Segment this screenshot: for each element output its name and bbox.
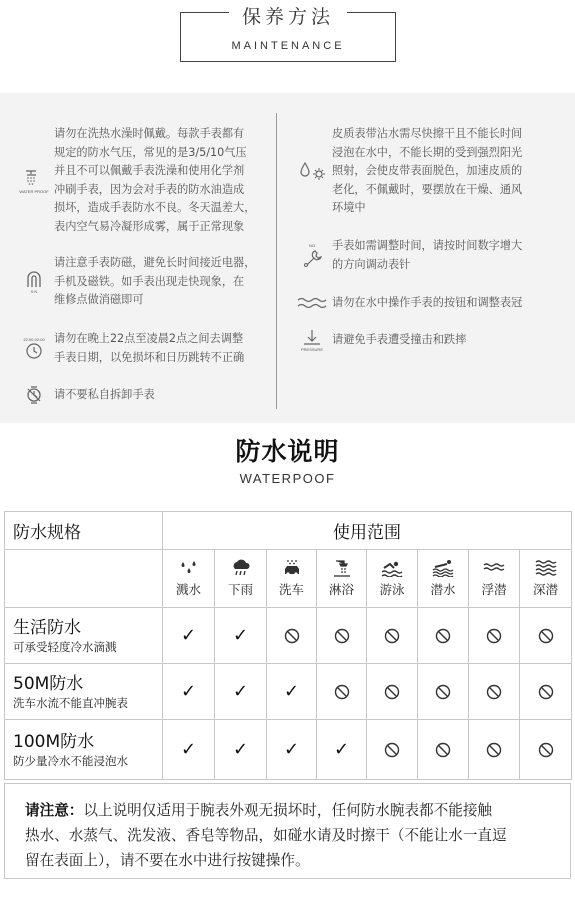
care-text-line: 手表如需调整时间，请按时间数字增大: [332, 239, 523, 252]
pressure-icon: [292, 329, 332, 352]
care-item-hot-water: [14, 125, 274, 236]
water-sun-icon: [292, 160, 332, 182]
care-text-line: 冲刷手表，因为会对手表的防水油造成: [54, 182, 245, 196]
watch-no-disassemble-icon: [14, 385, 54, 405]
care-text-line: 照射，会使皮带表面脱色，加速皮质的: [332, 164, 523, 177]
care-text-line: 表内空气易冷凝形成雾，属于正常现象: [54, 219, 245, 233]
mark-cell: [163, 608, 215, 664]
care-text-line: 手表日期，以免损坏和日历跳转不正确: [54, 350, 245, 364]
prohibited-icon: [334, 684, 350, 700]
mark-cell: [418, 664, 469, 720]
check-mark-icon: ✓: [180, 625, 197, 646]
care-text-line: 环境中: [332, 201, 366, 214]
care-text-line: 浸泡在水中，不能长期的受到强烈阳光: [332, 145, 523, 159]
spec-cell: [5, 720, 163, 780]
prohibited-icon: [486, 684, 502, 700]
deep-dive-icon: [535, 559, 557, 577]
mark-cell: [520, 664, 572, 720]
mark-cell: [267, 608, 317, 664]
car-wash-icon: [281, 559, 303, 577]
mark-cell: [215, 720, 267, 780]
shower-icon-caption: WATER PROOF: [19, 189, 49, 194]
wrench-icon: [292, 243, 332, 268]
care-text-line: 请注意手表防磁，避免长时间接近电器，: [54, 256, 256, 269]
magnet-icon-caption: S N: [30, 289, 38, 295]
rain-icon: [230, 559, 252, 577]
maintenance-subtitle: MAINTENANCE: [231, 40, 345, 52]
spec-name: 生活防水: [13, 617, 81, 638]
shower-icon: [14, 167, 54, 194]
note-line: 以上说明仅适用于腕表外观无损坏时，任何防水腕表都不能接触: [83, 802, 493, 819]
mark-cell: [367, 608, 418, 664]
magnet-icon: [14, 269, 54, 294]
activity-label: 浮潜: [481, 582, 507, 597]
prohibited-icon: [435, 684, 451, 700]
maintenance-title: 保养方法: [241, 6, 334, 28]
mark-cell: [317, 664, 367, 720]
note-label: 请注意：: [25, 802, 84, 819]
check-mark-icon: ✓: [232, 681, 249, 702]
mark-cell: [520, 720, 572, 780]
mark-cell: [418, 720, 469, 780]
activity-row: [5, 550, 572, 608]
activity-label: 下雨: [227, 582, 253, 597]
check-mark-icon: ✓: [232, 625, 249, 646]
activity-splash: [163, 550, 215, 608]
care-text-line: 的方向调动表针: [332, 257, 411, 271]
care-text-line: 请勿在水中操作手表的按钮和调整表冠: [332, 296, 523, 309]
prohibited-icon: [538, 742, 554, 758]
prohibited-icon: [334, 628, 350, 644]
pressure-icon-caption: PRESSURE: [300, 347, 323, 352]
care-instructions-panel: [0, 93, 575, 423]
mark-cell: [520, 608, 572, 664]
care-divider: [276, 113, 277, 409]
waterproof-subtitle: WATERPOOF: [239, 471, 336, 486]
activity-rain: [215, 550, 267, 608]
clock-time-icon-caption: 22:00-02:00: [23, 337, 45, 342]
mark-cell: [317, 608, 367, 664]
mark-cell: [215, 608, 267, 664]
clock-time-icon: [14, 337, 54, 360]
check-mark-icon: ✓: [333, 739, 350, 760]
care-text-line: 并且不可以佩戴手表洗澡和使用化学剂: [54, 164, 245, 177]
care-text-line: 老化，不佩戴时，要摆放在干燥、通风: [332, 182, 523, 196]
note-line: 留在表面上），请不要在水中进行按键操作。: [25, 852, 310, 869]
activity-label: 洗车: [278, 582, 304, 597]
care-item-no-disassemble: [14, 385, 274, 405]
prohibited-icon: [435, 742, 451, 758]
prohibited-icon: [435, 628, 451, 644]
activity-label: 游泳: [379, 582, 405, 597]
maintenance-header: [0, 0, 575, 88]
waterproof-note: [4, 783, 571, 879]
mark-cell: [469, 664, 520, 720]
prohibited-icon: [538, 684, 554, 700]
check-mark-icon: ✓: [232, 739, 249, 760]
mark-cell: [418, 608, 469, 664]
spec-desc: 防少量冷水不能浸泡水: [13, 753, 128, 768]
splash-icon: [178, 559, 200, 577]
mark-cell: [317, 720, 367, 780]
prohibited-icon: [384, 628, 400, 644]
prohibited-icon: [284, 628, 300, 644]
prohibited-icon: [486, 742, 502, 758]
note-line: 热水、水蒸气、洗发液、香皂等物品，如碰水请及时擦干（不能让水一直逗: [25, 827, 507, 844]
care-text-line: 手机及磁铁。如手表出现走快现象，在: [54, 274, 245, 288]
waterproof-table: [4, 511, 572, 780]
activity-snorkel: [469, 550, 520, 608]
mark-cell: [163, 664, 215, 720]
shower-head-icon: [331, 559, 353, 577]
spec-desc: 可承受轻度冷水滴溅: [13, 639, 117, 654]
prohibited-icon: [384, 742, 400, 758]
spec-name: 100M防水: [13, 731, 95, 752]
check-mark-icon: ✓: [180, 739, 197, 760]
activity-shower: [317, 550, 367, 608]
dive-icon: [432, 559, 454, 577]
waves-icon: [292, 296, 332, 310]
wrench-icon-caption: NO: [309, 243, 315, 248]
waterproof-title: 防水说明: [235, 437, 340, 466]
check-mark-icon: ✓: [283, 739, 300, 760]
prohibited-icon: [486, 628, 502, 644]
range-column-header: 使用范围: [163, 512, 572, 550]
activity-label: 潜水: [430, 582, 456, 597]
care-text-line: 维修点做消磁即可: [54, 293, 144, 306]
care-text-line: 请避免手表遭受撞击和跌摔: [332, 333, 467, 347]
table-row: [5, 608, 572, 664]
mark-cell: [469, 720, 520, 780]
activity-deep-dive: [520, 550, 572, 608]
mark-cell: [267, 664, 317, 720]
care-text-line: 请不要私自拆卸手表: [54, 387, 155, 401]
care-item-underwater-buttons: [292, 294, 572, 313]
snorkel-icon: [483, 559, 505, 577]
care-text-line: 规定的防水气压，常见的是3/5/10气压: [54, 145, 247, 159]
table-row: [5, 720, 572, 780]
care-item-leather-strap: [292, 125, 572, 218]
activity-car-wash: [267, 550, 317, 608]
activity-label: 深潜: [532, 582, 558, 597]
activity-dive: [418, 550, 469, 608]
mark-cell: [469, 608, 520, 664]
care-text-line: 损坏，造成手表防水不良。冬天温差大，: [54, 201, 256, 214]
activity-swim: [367, 550, 418, 608]
activity-label: 淋浴: [328, 582, 354, 597]
spec-column-header: 防水规格: [5, 512, 163, 550]
spec-desc: 洗车水流不能直冲腕表: [13, 695, 128, 710]
care-item-time-adjust: [292, 237, 572, 274]
table-row: [5, 664, 572, 720]
prohibited-icon: [384, 684, 400, 700]
care-text-line: 请勿在洗热水澡时佩戴。每款手表都有: [54, 127, 245, 140]
spec-name: 50M防水: [13, 673, 84, 694]
mark-cell: [367, 720, 418, 780]
care-item-date-adjust: [14, 330, 274, 367]
check-mark-icon: ✓: [283, 681, 300, 702]
care-text-line: 请勿在晚上22点至凌晨2点之间去调整: [54, 332, 244, 345]
spec-cell: [5, 608, 163, 664]
spec-cell: [5, 664, 163, 720]
mark-cell: [163, 720, 215, 780]
mark-cell: [367, 664, 418, 720]
check-mark-icon: ✓: [180, 681, 197, 702]
empty-cell: [5, 550, 163, 608]
table-header-row: [5, 512, 572, 550]
mark-cell: [267, 720, 317, 780]
swim-icon: [381, 559, 403, 577]
mark-cell: [215, 664, 267, 720]
care-text-line: 皮质表带沾水需尽快擦干且不能长时间: [332, 127, 523, 140]
care-item-impact: [292, 329, 572, 352]
activity-label: 溅水: [175, 582, 201, 597]
prohibited-icon: [538, 628, 554, 644]
maintenance-title-frame: [180, 6, 396, 62]
care-item-magnet: [14, 254, 274, 310]
